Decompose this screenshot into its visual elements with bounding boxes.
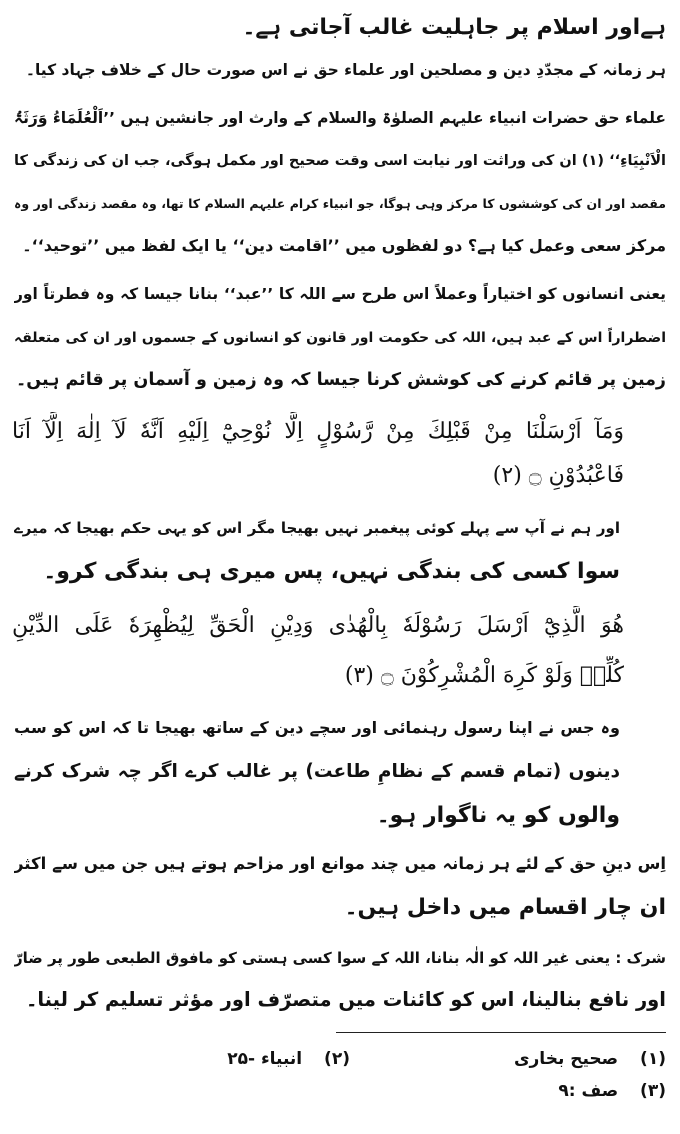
quran-verse-line: هُوَ الَّذِيْٓ اَرْسَلَ رَسُوْلَهٗ بِالْهُدٰى وَدِيْنِ الْحَقِّ لِيُظْهِرَهٗ عَلَى الدِّيْنِ xyxy=(12,613,624,638)
translation-line: وہ جس نے اپنا رسول رہنمائی اور سچے دین کے ساتھ بھیجا تا کہ اس کو سب xyxy=(14,718,620,737)
quran-verse-line: فَاعْبُدُوْنِ ۝ (۲) xyxy=(492,463,624,488)
footnote-divider xyxy=(336,1032,666,1033)
text-line: مقصد اور ان کی کوششوں کا مرکز وہی ہوگا، جو انبیاء کرام علیہم السلام کا تھا، وہ مقصد زندگی اور وہ xyxy=(14,196,666,211)
text-line: علماء حق حضرات انبیاء علیہم الصلوٰۃ والسلام کے وارث اور جانشین ہیں ’’اَلْعُلَمَاءُ وَرَثَۃُ xyxy=(14,109,666,127)
text-line: اور نافع بنالینا، اس کو کائنات میں متصرّف اور مؤثر تسلیم کر لینا۔ xyxy=(25,988,666,1011)
footnote-text: صف :۹ xyxy=(558,1081,619,1101)
footnote-number: (۲) xyxy=(324,1049,350,1069)
text-line: یعنی انسانوں کو اختیاراً وعملاً اس طرح سے اللہ کا ’’عبد‘‘ بنانا جیسا کہ وہ فطرتاً اور xyxy=(14,285,666,303)
text-line: زمین پر قائم کرنے کی کوشش کرنا جیسا کہ وہ زمین و آسمان پر قائم ہیں۔ xyxy=(15,370,666,390)
text-line: شرک : یعنی غیر اللہ کو الٰہ بنانا، اللہ کے سوا کسی ہستی کو مافوق الطبعی طور پر ضارّ xyxy=(14,949,666,967)
text-line: مرکز سعی وعمل کیا ہے؟ دو لفظوں میں ’’اقامت دین‘‘ یا ایک لفظ میں ’’توحید‘‘۔ xyxy=(22,236,666,255)
translation-line: والوں کو یہ ناگوار ہو۔ xyxy=(376,803,620,828)
text-line: ہر زمانہ کے مجدّدِ دین و مصلحین اور علماء حق نے اس صورت حال کے خلاف جہاد کیا۔ xyxy=(25,61,666,79)
text-line: الْاَنْبِیَاءِ‘‘ (۱) ان کی وراثت اور نیابت اسی وقت صحیح اور مکمل ہوگی، جب ان کی زندگی کا xyxy=(14,153,666,169)
text-line: اِس دینِ حق کے لئے ہر زمانہ میں چند موانع اور مزاحم ہوتے ہیں جن میں سے اکثر xyxy=(14,854,666,873)
text-line: ہےاور اسلام پر جاہلیت غالب آجاتی ہے۔ xyxy=(242,15,666,40)
footnote-2 xyxy=(227,1046,350,1072)
translation-line: دینوں (تمام قسم کے نظامِ طاعت) پر غالب کرے اگر چہ شرک کرنے xyxy=(14,761,620,782)
footnote-number: (۳) xyxy=(640,1081,666,1101)
footnote-text: صحیح بخاری xyxy=(513,1049,619,1069)
quran-verse-line: وَمَآ اَرْسَلْنَا مِنْ قَبْلِكَ مِنْ رَّسُوْلٍ اِلَّا نُوْحِيْٓ اِلَيْهِ اَنَّهٗ لَآ اِلٰهَ اِلَّآ اَنَا xyxy=(12,419,624,444)
quran-verse-line: كُلِّهٖ وَلَوْ كَرِهَ الْمُشْرِكُوْنَ ۝ (۳) xyxy=(344,663,624,688)
footnote-number: (۱) xyxy=(640,1049,666,1069)
text-line: اضطراراً اس کے عبد ہیں، اللہ کی حکومت اور قانون کو انسانوں کے جسموں اور ان کی متعلقہ xyxy=(14,330,666,346)
text-line: ان چار اقسام میں داخل ہیں۔ xyxy=(344,895,666,920)
translation-line: سوا کسی کی بندگی نہیں، پس میری ہی بندگی کرو۔ xyxy=(43,559,620,584)
footnote-1 xyxy=(514,1046,666,1072)
translation-line: اور ہم نے آپ سے پہلے کوئی پیغمبر نہیں بھیجا مگر اس کو یہی حکم بھیجا کہ میرے xyxy=(14,519,620,537)
footnote-3 xyxy=(558,1078,666,1104)
footnote-text: انبیاء -۲۵ xyxy=(227,1049,303,1069)
